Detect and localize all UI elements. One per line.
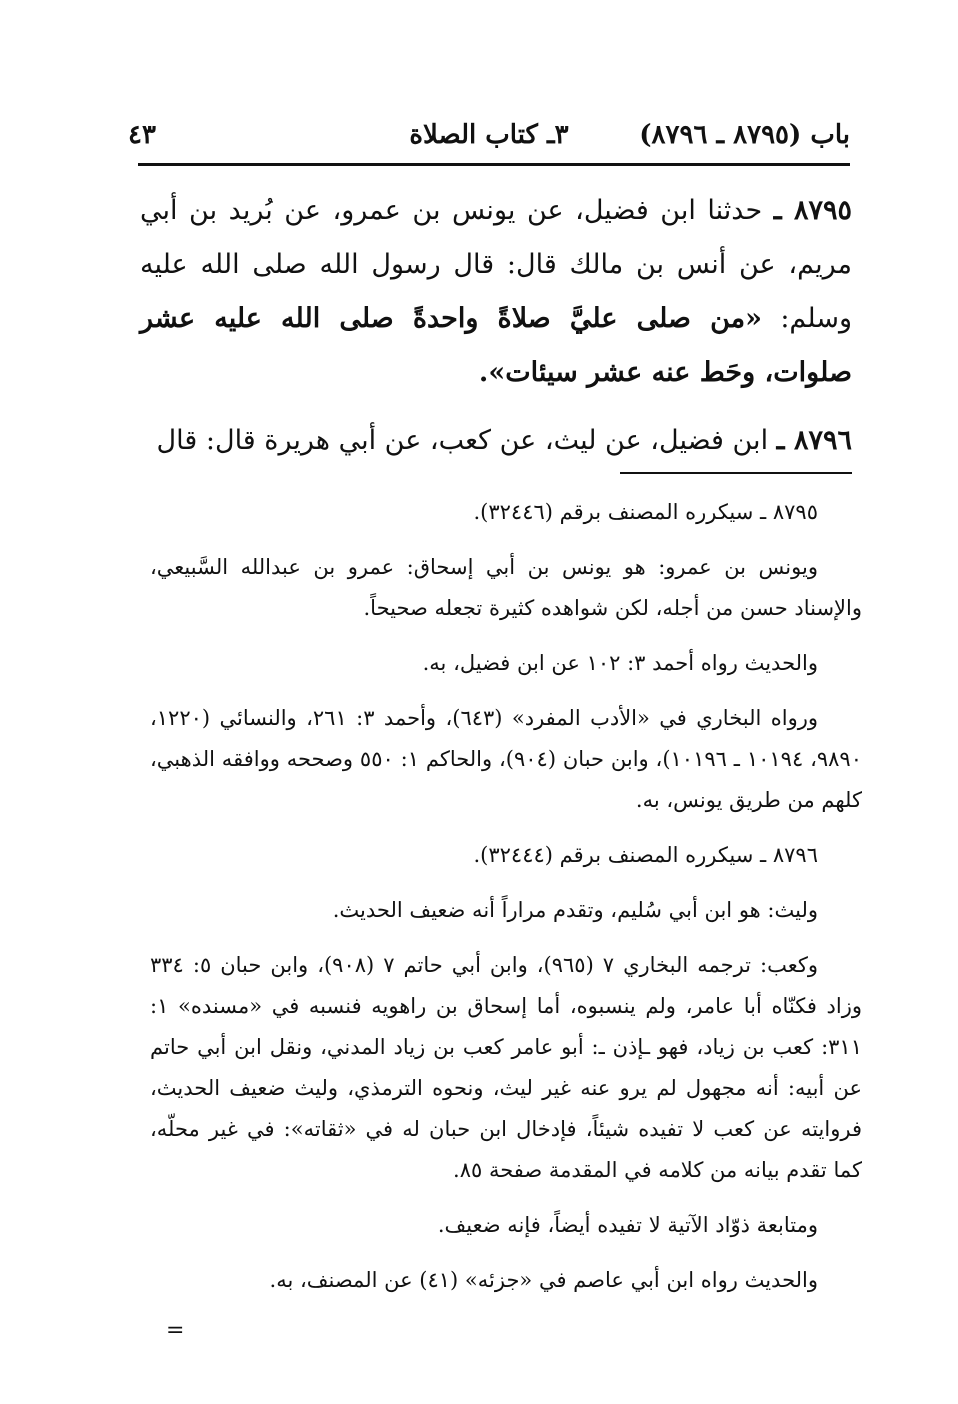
page-header [128, 112, 850, 154]
footnote-paragraph: ٨٧٩٥ ـ سيكرره المصنف برقم (٣٢٤٤٦). [473, 500, 818, 524]
footnote-paragraph: والحديث رواه ابن أبي عاصم في «جزئه» (٤١) عن المصنف، به. [269, 1268, 818, 1292]
footnote-paragraph: وكعب: ترجمه البخاري ٧ (٩٦٥)، وابن أبي حاتم ٧ (٩٠٨)، وابن حبان ٥: ٣٣٤ وزاد فكنّاه أبا عامر، ولم ينسبوه، أما إسحاق بن راهويه فنسبه في «مسنده» ١: ٣١١: كعب بن زياد، فهو ـإذن ـ: أبو عامر كعب بن زياد المدني، ونقل ابن أبي حاتم عن أبيه: أنه مجهول لم يرو عنه غير ليث، ونحوه الترمذي، وليث ضعيف الحديث، فروايته عن كعب لا تفيده شيئاً، فإدخال ابن حبان له في «ثقاته»: في غير محلّه، كما تقدم بيانه من كلامه في المقدمة صفحة ٨٥. [150, 953, 862, 1182]
hadith-isnad: ابن فضيل، عن ليث، عن كعب، عن أبي هريرة قال: قال [156, 425, 769, 456]
chapter-title: ٣ـ كتاب الصلاة [409, 120, 569, 150]
footnote-paragraph: ٨٧٩٦ ـ سيكرره المصنف برقم (٣٢٤٤٤). [473, 843, 818, 867]
footnote-paragraph: والحديث رواه أحمد ٣: ١٠٢ عن ابن فضيل، به. [422, 651, 818, 675]
footnote-paragraph: ورواه البخاري في «الأدب المفرد» (٦٤٣)، وأحمد ٣: ٢٦١، والنسائي (١٢٢٠، ٩٨٩٠، ١٠١٩٤ ـ ١٠١٩٦)، وابن حبان (٩٠٤)، والحاكم ١: ٥٥٠ وصححه ووافقه الذهبي، كلهم من طريق يونس، به. [150, 706, 862, 812]
chapter-range: باب (٨٧٩٥ ـ ٨٧٩٦) [639, 120, 850, 150]
hadith-matn: «من صلى عليَّ صلاةً واحدةً صلى الله عليه عشر صلوات، وحَط عنه عشر سيئات». [140, 303, 852, 388]
hadith-8795 [140, 184, 852, 400]
hadith-isnad: حدثنا ابن فضيل، عن يونس بن عمرو، عن بُريد بن أبي مريم، عن أنس بن مالك قال: قال رسول الله صلى الله عليه وسلم: [140, 195, 852, 334]
footnotes [150, 492, 862, 1315]
hadith-number: ٨٧٩٥ ـ [773, 195, 852, 226]
footnote-paragraph: وليث: هو ابن أبي سُليم، وتقدم مراراً أنه ضعيف الحديث. [332, 898, 818, 922]
footnote-rule [620, 472, 852, 474]
hadith-text [140, 184, 852, 468]
header-rule [138, 163, 850, 166]
continuation-mark: = [166, 1318, 185, 1343]
page-number: ٤٣ [128, 120, 156, 150]
footnote-paragraph: ويونس بن عمرو: هو يونس بن أبي إسحاق: عمرو بن عبدالله السَّبيعي، والإسناد حسن من أجله، لكن شواهده كثيرة تجعله صحيحاً. [150, 555, 862, 620]
footnote-paragraph: ومتابعة ذوّاد الآتية لا تفيده أيضاً، فإنه ضعيف. [437, 1213, 818, 1237]
hadith-8796 [140, 414, 852, 468]
hadith-number: ٨٧٩٦ ـ [776, 425, 852, 456]
